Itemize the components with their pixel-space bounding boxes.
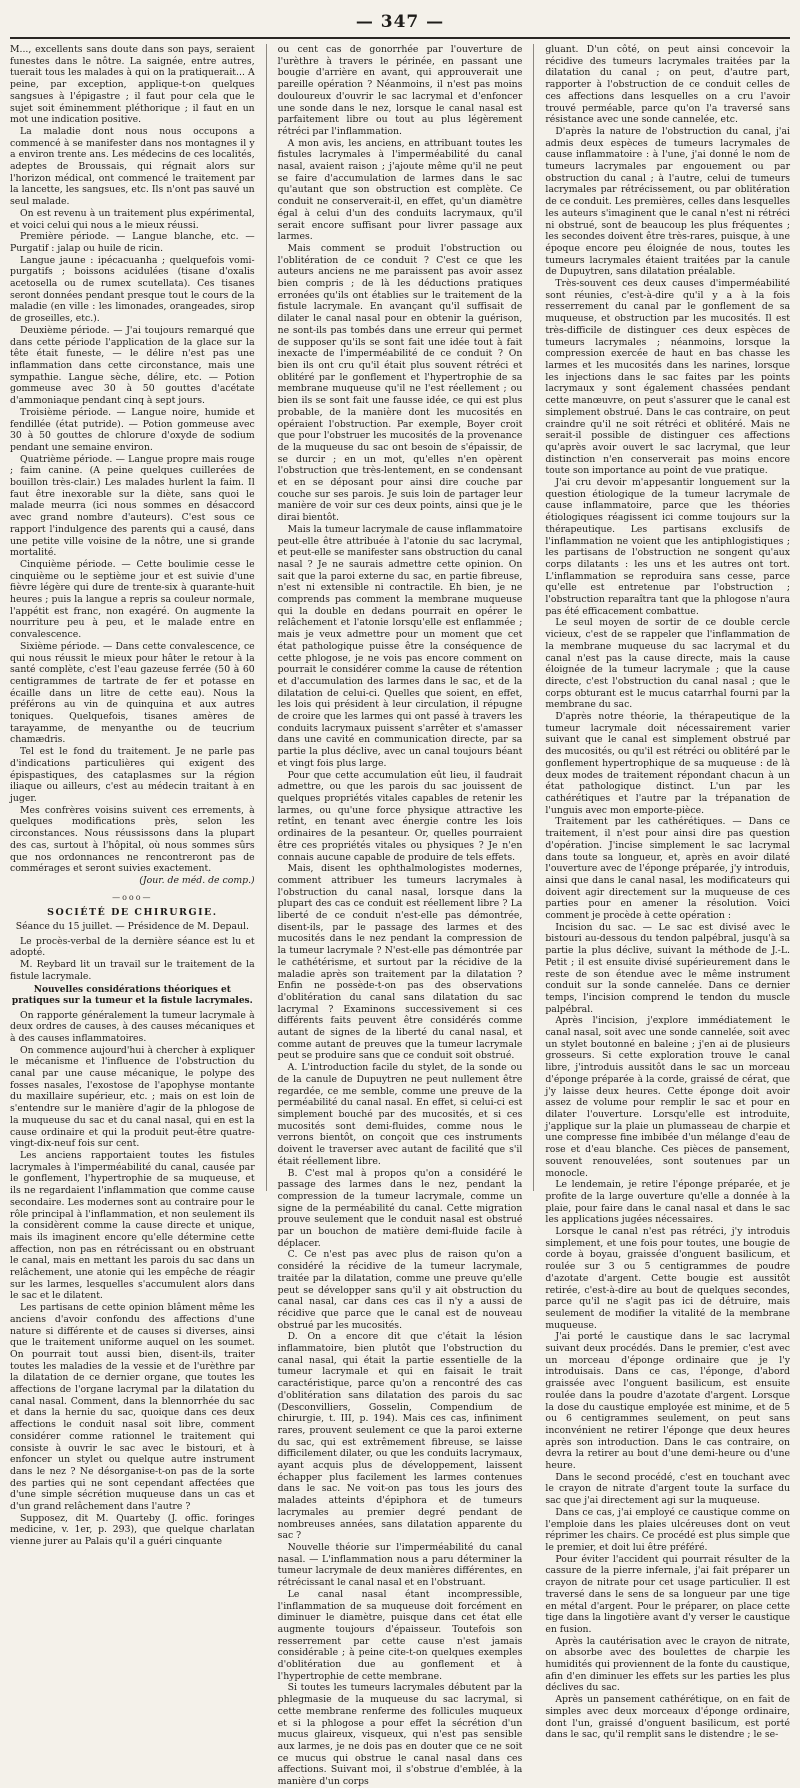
paragraph: Tel est le fond du traitement. Je ne parle pas d'indications particulières qui exigent des épispastiques, des cataplasmes sur la région iliaque ou ailleurs, c'est au médecin traitant à en juger. (10, 746, 255, 804)
paragraph: Dans le second procédé, c'est en touchant avec le crayon de nitrate d'argent toute la surface du sac que j'ai directement agi sur la muqueuse. (545, 1471, 791, 1507)
paragraph: Mais la tumeur lacrymale de cause inflammatoire peut-elle être attribuée à l'atonie du sac lacrymal, et peut-elle se manifester sans obstruction du canal nasal ? Je ne saurais admettre cette opinion. On sait que la paroi externe du sac, en partie fibreuse, n'est ni extensible ni contractile. Eh bien, je ne comprends pas comment la membrane muqueuse qui la double en dedans pourrait en opérer le relâchement et l'atonie lorsqu'elle est enflammée ; mais je veux admettre pour un moment que cet état pathologique puisse être la conséquence de cette phlogose, je ne vois pas encore comment on pourrait le considérer comme la cause de rétention et d'accumulation des larmes dans le sac, et de la dilatation de celui-ci. Quelles que soient, en effet, les lois qui président à leur circulation, il répugne de croire que les larmes qui ont passé à travers les conduits lacrymaux puissent s'arrêter et s'amasser dans une cavité en communication directe, par sa partie la plus déclive, avec un canal toujours béant et vingt fois plus large. (277, 523, 523, 769)
paragraph: B. C'est mal à propos qu'on a considéré le passage des larmes dans le nez, pendant la compression de la tumeur lacrymale, comme un signe de la perméabilité du canal. Cette migration prouve seulement que le conduit nasal est obstrué par un bouchon de matière demi-fluide facile à déplacer. (277, 1167, 523, 1249)
column-1 (10, 44, 255, 1548)
paragraph: On commence aujourd'hui à chercher à expliquer le mécanisme et l'influence de l'obstruction du canal par une cause mécanique, le polype des fosses nasales, l'exostose de l'apophyse montante du maxillaire supérieur, etc. ; mais on est loin de s'entendre sur le manière d'agir de la phlogose de la muqueuse du sac et du canal nasal, qui en est la cause ordinaire et qui la produit peut-être quatre-vingt-dix-neuf fois sur cent. (10, 1044, 255, 1150)
paragraph: Le canal nasal étant incompressible, l'inflammation de sa muqueuse doit forcément en diminuer le diamètre, puisque dans cet état elle augmente toujours d'épaisseur. Toutefois son resserrement par cette cause n'est jamais considérable ; à peine cite-t-on quelques exemples d'oblitération due au gonflement et à l'hypertrophie de cette membrane. (277, 1588, 523, 1682)
paragraph: Après un pansement cathérétique, on en fait de simples avec deux morceaux d'éponge ordinaire, dont l'un, graissé d'onguent basilicum, est porté dans le sac, qu'il remplit sans le distendre ; le se- (545, 1694, 791, 1741)
paragraph: On rapporte généralement la tumeur lacrymale à deux ordres de causes, à des causes mécaniques et à des causes inflammatoires. (10, 1009, 255, 1044)
paragraph: Cinquième période. — Cette boulimie cesse le cinquième ou le septième jour et est suivie d'une fièvre légère qui dure de trente-six à quarante-huit heures ; puis la langue a repris sa couleur normale, l'appétit est franc, non exagéré. On augmente la nourriture peu à peu, et le malade entre en convalescence. (10, 558, 255, 641)
paragraph: Très-souvent ces deux causes d'imperméabilité sont réunies, c'est-à-dire qu'il y a à la fois resserrement du canal par le gonflement de sa muqueuse, et obstruction par les mucosités. Il est très-difficile de distinguer ces deux espèces de tumeurs lacrymales ; néanmoins, lorsque la compression exercée de haut en bas chasse les larmes et les mucosités dans les narines, lorsque les injections dans le sac faites par les points lacrymaux y sont également chassées pendant cette manœuvre, on peut s'assurer que le canal est simplement obstrué. Dans le cas contraire, on peut craindre qu'il ne soit rétréci et oblitéré. Mais ne serait-il possible de distinguer ces affections qu'après avoir ouvert le sac lacrymal, que leur distinction n'en conserverait pas moins encore toute son importance au point de vue pratique. (545, 278, 791, 477)
paragraph: D'après la nature de l'obstruction du canal, j'ai admis deux espèces de tumeurs lacrymales de cause inflammatoire : à l'une, j'ai donné le nom de tumeurs lacrymales par engouement ou par obstruction du canal ; à l'autre, celui de tumeurs lacrymales par rétrécissement, ou par oblitération de ce conduit. Les premières, celles dans lesquelles les auteurs s'imaginent que le canal n'est ni rétréci ni obstrué, sont de beaucoup les plus fréquentes ; les secondes doivent être très-rares, puisque, à une époque encore peu éloignée de nous, toutes les tumeurs lacrymales étaient traitées par la canule de Dupuytren, sans dilatation préalable. (545, 125, 791, 278)
paragraph: A. L'introduction facile du stylet, de la sonde ou de la canule de Dupuytren ne peut nullement être regardée, ce me semble, comme une preuve de la perméabilité du canal nasal. En effet, si celui-ci est simplement bouché par des mucosités, et si ces mucosités sont demi-fluides, comme nous le verrons bientôt, on conçoit que ces instruments doivent le traverser avec autant de facilité que s'il était réellement libre. (277, 1062, 523, 1167)
paragraph: M..., excellents sans doute dans son pays, seraient funestes dans le nôtre. La saignée, entre autres, tuerait tous les malades à qui on la pratiquerait... A peine, par exception, applique-t-on quelques sangsues à l'épigastre ; il faut pour cela que le sujet soit éminemment pléthorique ; il faut en un mot une indication positive. (10, 44, 255, 126)
paragraph: A mon avis, les anciens, en attribuant toutes les fistules lacrymales à l'imperméabilité du canal nasal, avaient raison ; j'ajoute même qu'il ne peut se faire d'accumulation de larmes dans le sac qu'autant que son obstruction est complète. Ce conduit ne conserverait-il, en effet, qu'un diamètre égal à celui d'un des conduits lacrymaux, qu'il serait encore suffisant pour livrer passage aux larmes. (277, 137, 523, 243)
paragraph: La maladie dont nous nous occupons a commencé à se manifester dans nos montagnes il y a environ trente ans. Les médecins de ces localités, adeptes de Broussais, qui régnait alors sur l'horizon médical, ont commencé le traitement par la lancette, les sangsues, etc. Ils n'ont pas sauvé un seul malade. (10, 125, 255, 208)
section-title: SOCIÉTÉ DE CHIRURGIE. (47, 907, 218, 919)
paragraph: On est revenu à un traitement plus expérimental, et voici celui qui nous a le mieux réussi. (10, 207, 255, 231)
paragraph: Les anciens rapportaient toutes les fistules lacrymales à l'imperméabilité du canal, causée par le gonflement, l'hypertrophie de sa muqueuse, et ils ne regardaient l'inflammation que comme cause secondaire. Les modernes sont au contraire pour le rôle principal à l'inflammation, et non seulement ils la considèrent comme la cause directe et unique, mais ils imaginent encore qu'elle détermine cette affection, non pas en rétrécissant ou en obstruant le canal, mais en mettant les parois du sac dans un relâchement, une atonie qui les empêche de réagir sur les larmes, lesquelles s'accumulent alors dans le sac et le dilatent. (10, 1149, 255, 1302)
paragraph: Sixième période. — Dans cette convalescence, ce qui nous réussit le mieux pour hâter le retour à la santé complète, c'est l'eau gazeuse ferrée (50 à 60 centigrammes de tartrate de fer et potasse en écaille dans un litre de cette eau). Nous la préférons au vin de quinquina et aux autres toniques. Quelquefois, tisanes amères de tarayamme, de menyanthe ou de teucrium chamædris. (10, 640, 255, 746)
column-divider (266, 44, 267, 1191)
paragraph: D. On a encore dit que c'était la lésion inflammatoire, bien plutôt que l'obstruction du canal nasal, qui était la partie essentielle de la tumeur lacrymale et qui en faisait le trait caractéristique, parce qu'on a rencontré des cas d'oblitération sans dilatation des parois du sac (Desconvilliers, Gosselin, Compendium de chirurgie, t. III, p. 194). Mais ces cas, infiniment rares, prouvent seulement ce que la paroi externe du sac, qui est extrêmement fibreuse, se laisse difficilement dilater, ou que les conduits lacrymaux, ayant acquis plus de développement, laissent échapper plus facilement les larmes contenues dans le sac. Ne voit-on pas tous les jours des malades atteints d'épiphora et de tumeurs lacrymales au premier degré pendant de nombreuses années, sans dilatation apparente du sac ? (277, 1331, 523, 1542)
page-header (10, 12, 790, 34)
text-columns (10, 44, 791, 1788)
paragraph: Quatrième période. — Langue propre mais rouge ; faim canine. (A peine quelques cuillerées de bouillon très-clair.) Les malades hurlent la faim. Il faut être inexorable sur la diète, sans quoi le malade meurra (ici nous sommes en désaccord avec grand nombre d'auteurs). C'est sous ce rapport l'indulgence des parents qui a causé, dans une petite ville voisine de la nôtre, une si grande mortalité. (10, 453, 255, 559)
paragraph: Mes confrères voisins suivent ces errements, à quelques modifications près, selon les circonstances. Nous réussissons dans la plupart des cas, surtout à l'hôpital, où nous sommes sûrs que nos ordonnances ne rencontreront pas de commérages et seront suivies exactement. (10, 804, 255, 875)
paragraph: Le procès-verbal de la dernière séance est lu et adopté. (10, 935, 255, 959)
paragraph: Mais comment se produit l'obstruction ou l'oblitération de ce conduit ? C'est ce que les auteurs anciens ne me paraissent pas avoir assez bien compris ; de là les déductions pratiques erronées qu'ils ont établies sur le traitement de la fistule lacrymale. En avançant qu'il suffisait de dilater le canal nasal pour en obtenir la guérison, ne sont-ils pas tombés dans une erreur qui permet de supposer qu'ils se sont fait une idée tout à fait inexacte de l'imperméabilité de ce conduit ? On bien ils ont cru qu'il était plus souvent rétréci et oblitéré par le gonflement et l'hypertrophie de sa membrane muqueuse qu'il ne l'est réellement ; ou bien ils se sont fait une fausse idée, ce qui est plus probable, de la manière dont les mucosités en opéraient l'obstruction. Par exemple, Boyer croit que pour l'obstruer les mucosités de la provenance de la muqueuse du sac ont besoin de s'épaissir, de se durcir ; en un mot, qu'elles n'en opèrent l'obstruction que très-lentement, en se condensant et en se déposant pour ainsi dire couche par couche sur ses parois. Je suis loin de partager leur manière de voir sur ces deux points, ainsi que je le dirai bientôt. (277, 242, 523, 524)
paragraph: Supposez, dit M. Quarteby (J. offic. foringes medicine, v. 1er, p. 293), que quelque charlatan vienne jurer au Palais qu'il a guéri cinquante (10, 1512, 255, 1548)
paragraph: Après la cautérisation avec le crayon de nitrate, on absorbe avec des boulettes de charpie les humidités qui proviennent de la fonte du caustique, afin d'en diminuer les effets sur les parties les plus déclives du sac. (545, 1635, 791, 1694)
paragraph: Traitement par les cathérétiques. — Dans ce traitement, il n'est pour ainsi dire pas question d'opération. J'incise simplement le sac lacrymal dans toute sa longueur, et, après en avoir dilaté l'ouverture avec de l'éponge préparée, j'y introduis, ainsi que dans le canal nasal, les modificateurs qui doivent agir directement sur la muqueuse de ces parties pour en amener la résolution. Voici comment je procède à cette opération : (545, 816, 791, 922)
paragraph: Nouvelle théorie sur l'imperméabilité du canal nasal. — L'inflammation nous a paru déterminer la tumeur lacrymale de deux manières différentes, en rétrécissant le canal nasal et en l'obstruant. (277, 1542, 523, 1589)
paragraph: Mais, disent les ophthalmologistes modernes, comment attribuer les tumeurs lacrymales à l'obstruction du canal nasal, lorsque dans la plupart des cas ce conduit est réellement libre ? La liberté de ce conduit n'est-elle pas démontrée, disent-ils, par le passage des larmes et des mucosités dans le nez pendant la compression de la tumeur lacrymale ? N'est-elle pas démontrée par le cathétérisme, et surtout par la récidive de la maladie après son traitement par la dilatation ? Enfin ne possède-t-on pas des observations d'oblitération du canal sans dilatation du sac lacrymal ? Examinons successivement si ces différents faits peuvent être considérés comme autant de signes de la liberté du canal nasal, et comme autant de preuves que la tumeur lacrymale peut se produire sans que ce conduit soit obstrué. (277, 863, 523, 1062)
paragraph: Les partisans de cette opinion blâment même les anciens d'avoir confondu des affections d'une nature si différente et de causes si diverses, ainsi que le traitement uniforme auquel on les soumet. On pourrait tout aussi bien, disent-ils, traiter toutes les maladies de la vessie et de l'urèthre par la dilatation de ce dernier organe, que toutes les affections de l'organe lacrymal par la dilatation du canal nasal. Comment, dans la blennorrhée du sac et dans la hernie du sac, quoique dans ces deux affections le conduit nasal soit libre, comment considérer comme rationnel le traitement qui consiste à ouvrir le sac avec le bistouri, et à enfoncer un stylet ou quelque autre instrument dans le nez ? Ne désorganise-t-on pas de la sorte des parties qui ne sont cependant affectées que d'une simple sécrétion muqueuse dans un cas et d'un grand relâchement dans l'autre ? (10, 1302, 255, 1513)
paragraph: J'ai porté le caustique dans le sac lacrymal suivant deux procédés. Dans le premier, c'est avec un morceau d'éponge ordinaire que je l'y introduisais. Dans ce cas, l'éponge, d'abord graissée avec l'onguent basilicum, est ensuite roulée dans la poudre d'azotate d'argent. Lorsque la dose du caustique employée est minime, et de 5 ou 6 centigrammes seulement, on peut sans inconvénient ne retirer l'éponge que deux heures après son introduction. Dans le cas contraire, on devra la retirer au bout d'une demi-heure ou d'une heure. (545, 1331, 791, 1472)
paragraph: Première période. — Langue blanche, etc. — Purgatif : jalap ou huile de ricin. (10, 231, 255, 254)
paragraph: M. Reybard lit un travail sur le traitement de la fistule lacrymale. (10, 959, 255, 982)
page-number: — 347 — (355, 12, 445, 32)
paragraph: Pour éviter l'accident qui pourrait résulter de la cassure de la pierre infernale, j'ai fait préparer un crayon de nitrate pour cet usage particulier. Il est traversé dans le sens de sa longueur par une tige en métal d'argent. Pour le préparer, on place cette tige dans la lingotière avant d'y verser le caustique en fusion. (545, 1553, 791, 1635)
paragraph: D'après notre théorie, la thérapeutique de la tumeur lacrymale doit nécessairement varier suivant que le canal est simplement obstrué par des mucosités, ou qu'il est rétréci ou oblitéré par le gonflement hypertrophique de sa muqueuse : de là deux modes de traitement répondant chacun à un état pathologique distinct. L'un par les cathérétiques et l'autre par la trépanation de l'unguis avec mon emporte-pièce. (545, 711, 791, 816)
paragraph: ou cent cas de gonorrhée par l'ouverture de l'urèthre à travers le périnée, en passant une bougie d'arrière en avant, qui approuverait une pareille opération ? Néanmoins, il n'est pas moins douloureux d'ouvrir le sac lacrymal et d'enfoncer une sonde dans le nez, lorsque le canal nasal est parfaitement libre ou tout au plus légèrement rétréci par l'inflammation. (277, 44, 523, 137)
session-line: Séance du 15 juillet. — Présidence de M. Depaul. (15, 921, 249, 933)
paragraph: Troisième période. — Langue noire, humide et fendillée (état putride). — Potion gommeuse avec 30 à 50 gouttes de chlorure d'oxyde de sodium pendant une semaine environ. (10, 406, 255, 453)
paragraph: C. Ce n'est pas avec plus de raison qu'on a considéré la récidive de la tumeur lacrymale, traitée par la dilatation, comme une preuve qu'elle peut se développer sans qu'il y ait obstruction du canal nasal, car dans ces cas il n'y a aussi de récidive que parce que le canal est de nouveau obstrué par les mucosités. (277, 1249, 523, 1331)
paragraph: Langue jaune : ipécacuanha ; quelquefois vomi-purgatifs ; boissons acidulées (tisane d'oxalis acetosella ou de rumex scutellata). Ces tisanes seront données pendant presque tout le cours de la maladie (en ville : les limonades, orangeades, sirop de groseilles, etc.). (10, 254, 255, 325)
paragraph: Dans ce cas, j'ai employé ce caustique comme on l'emploie dans les plaies ulcéreuses dont on veut réprimer les chairs. Ce procédé est plus simple que le premier, et doit lui être préféré. (545, 1506, 791, 1553)
paragraph: J'ai cru devoir m'appesantir longuement sur la question étiologique de la tumeur lacrymale de cause inflammatoire, parce que les théories étiologiques réagissent ici comme toujours sur la thérapeutique. Les partisans exclusifs de l'inflammation ne voient que les antiphlogistiques ; les partisans de l'obstruction ne songent qu'aux corps dilatants : les uns et les autres ont tort. L'inflammation se reproduira sans cesse, parce qu'elle est entretenue par l'obstruction ; l'obstruction reparaîtra tant que la phlogose n'aura pas été efficacement combattue. (545, 477, 791, 617)
section-separator: —ooo— (112, 892, 153, 902)
paragraph: Le lendemain, je retire l'éponge préparée, et je profite de la large ouverture qu'elle a donnée à la plaie, pour faire dans le canal nasal et dans le sac les applications jugées nécessaires. (545, 1179, 791, 1226)
paragraph: Le seul moyen de sortir de ce double cercle vicieux, c'est de se rappeler que l'inflammation de la membrane muqueuse du sac lacrymal et du canal n'est pas la cause directe, mais la cause éloignée de la tumeur lacrymale ; que la cause directe, c'est l'obstruction du canal nasal ; que le corps obturant est le mucus catarrhal fourni par la membrane du sac. (545, 617, 791, 711)
header-rule (10, 37, 790, 39)
paragraph: Pour que cette accumulation eût lieu, il faudrait admettre, ou que les parois du sac jouissent de quelques propriétés vitales capables de retenir les larmes, ou qu'une force physique attractive les retînt, en tenant avec énergie contre les lois ordinaires de la pesanteur. Or, quelles pourraient être ces propriétés vitales ou physiques ? Je n'en connais aucune capable de produire de tels effets. (277, 769, 523, 863)
article-subtitle: Nouvelles considérations théoriques et pratiques sur la tumeur et la fistule lacrymales. (11, 984, 253, 1006)
column-2 (277, 44, 523, 1788)
paragraph: Après l'incision, j'explore immédiatement le canal nasal, soit avec une sonde cannelée, soit avec un stylet boutonné en baleine ; j'en ai de plusieurs grosseurs. Si cette exploration trouve le canal libre, j'introduis aussitôt dans le sac un morceau d'éponge préparée à la corde, graissé de cérat, que j'y laisse deux heures. Cette éponge doit avoir assez de volume pour remplir le sac et pour en dilater l'ouverture. Lorsqu'elle est introduite, j'applique sur la plaie un plumasseau de charpie et une compresse fine imbibée d'un mélange d'eau de rose et d'eau blanche. Ces pièces de pansement, souvent renouvelées, sont soutenues par un monocle. (545, 1015, 791, 1179)
paragraph: gluant. D'un côté, on peut ainsi concevoir la récidive des tumeurs lacrymales traitées par la dilatation du canal ; on peut, d'autre part, rapporter à l'obstruction de ce conduit celles de ces affections dans lesquelles on a cru l'avoir trouvé perméable, parce qu'on l'a traversé sans résistance avec une sonde cannelée, etc. (545, 44, 791, 126)
source-citation: (Jour. de méd. de comp.) (139, 874, 255, 886)
paragraph: Lorsque le canal n'est pas rétréci, j'y introduis simplement, et une fois pour toutes, une bougie de corde à boyau, graissée d'onguent basilicum, et roulée sur 3 ou 5 centigrammes de poudre d'azotate d'argent. Cette bougie est aussitôt retirée, c'est-à-dire au bout de quelques secondes, parce qu'il ne s'agit pas ici de détruire, mais seulement de modifier la vitalité de la membrane muqueuse. (545, 1226, 791, 1331)
paragraph: Deuxième période. — J'ai toujours remarqué que dans cette période l'application de la glace sur la tête était funeste, — le délire n'est pas une inflammation dans cette circonstance, mais une sympathie. Langue sèche, délire, etc. — Potion gommeuse avec 30 à 50 gouttes d'acétate d'ammoniaque pendant cinq à sept jours. (10, 324, 255, 407)
column-divider (533, 44, 534, 1191)
column-3 (545, 44, 791, 1741)
paragraph: Si toutes les tumeurs lacrymales débutent par la phlegmasie de la muqueuse du sac lacrymal, si cette membrane renferme des follicules muqueux et si la phlogose a pour effet la sécrétion d'un mucus glaireux, visqueux, qui n'est pas sensible aux larmes, je ne dois pas en douter que ce ne soit ce mucus qui obstrue le canal nasal dans ces affections. Suivant moi, il s'obstrue d'emblée, à la manière d'un corps (277, 1682, 523, 1788)
paragraph: Incision du sac. — Le sac est divisé avec le bistouri au-dessous du tendon palpébral, jusqu'à sa partie la plus déclive, suivant la méthode de J.-L. Petit ; il est ensuite divisé supérieurement dans le reste de son étendue avec le même instrument conduit sur la sonde cannelée. Dans ce dernier temps, l'incision comprend le tendon du muscle palpébral. (545, 921, 791, 1015)
